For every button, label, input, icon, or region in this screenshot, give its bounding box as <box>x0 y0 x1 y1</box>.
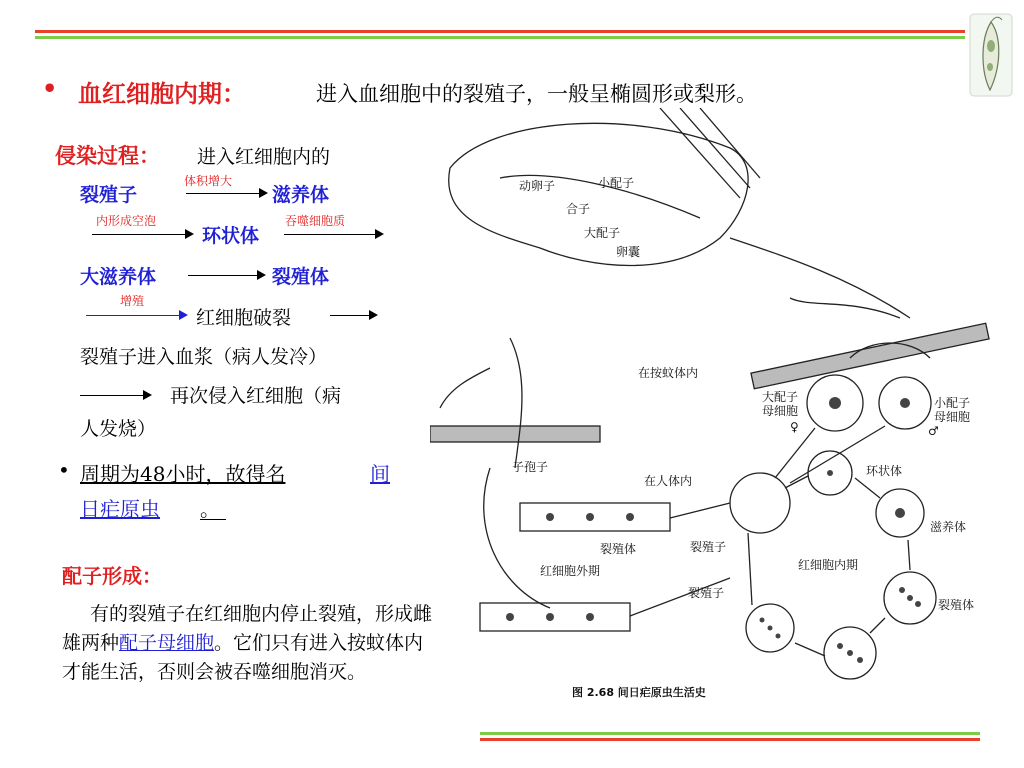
life-cycle-diagram <box>430 108 990 708</box>
bottom-decor-red-line <box>480 738 980 741</box>
step5-to: 红细胞破裂 <box>196 307 292 329</box>
diagram-label-microgametocyte: 小配子母细胞 <box>934 396 971 424</box>
gamete-para-pre: 有的裂殖子在红细胞内停止裂殖，形成雌雄两种 <box>62 603 433 654</box>
title-bullet: • <box>42 74 58 103</box>
diagram-label-ookinete: 动卵子 <box>519 179 556 193</box>
step5-arrow <box>86 315 186 316</box>
diagram-label-in-mosquito: 在按蚊体内 <box>638 366 699 380</box>
gamete-heading: 配子形成： <box>62 564 162 588</box>
diagram-caption: 图 2.68 间日疟原虫生活史 <box>572 686 706 699</box>
title-text: 进入血细胞中的裂殖子，一般呈椭圆形或梨形。 <box>316 82 757 106</box>
bottom-decor-green-line <box>480 732 980 735</box>
diagram-label-schizont-left: 裂殖体 <box>600 542 637 556</box>
cycle-term-line2[interactable]: 日疟原虫 <box>80 497 160 521</box>
step2-to: 环状体 <box>202 225 260 247</box>
diagram-label-endo: 红细胞内期 <box>798 558 859 572</box>
cycle-underline <box>200 519 226 520</box>
step1-from: 裂殖子 <box>80 184 138 206</box>
diagram-label-exo: 红细胞外期 <box>540 564 601 578</box>
step3-arrow <box>284 234 382 235</box>
infection-line6: 裂殖子进入血浆（病人发冷） <box>80 346 328 368</box>
gamete-paragraph <box>62 600 440 687</box>
diagram-label-in-human: 在人体内 <box>644 474 693 488</box>
step6-arrow <box>330 315 376 316</box>
step2-label: 内形成空泡 <box>96 214 157 228</box>
cycle-suffix: 。 <box>200 497 220 521</box>
diagram-label-microgamete: 小配子 <box>598 176 635 190</box>
cycle-bullet: • <box>58 458 70 482</box>
top-decor-red-line <box>35 30 965 33</box>
infection-intro: 进入红细胞内的 <box>197 146 331 168</box>
title-heading: 血红细胞内期： <box>78 79 246 108</box>
diagram-label-sporozoite: 子孢子 <box>512 460 549 474</box>
step7-arrow <box>80 395 150 396</box>
diagram-label-schizont-right: 裂殖体 <box>938 598 975 612</box>
diagram-label-trophozoite: 滋养体 <box>930 520 967 534</box>
diagram-label-zygote: 合子 <box>566 202 591 216</box>
step1-arrow <box>186 193 266 194</box>
infection-heading: 侵染过程： <box>55 143 160 168</box>
diagram-label-female: ♀ <box>790 420 799 434</box>
step4-to: 裂殖体 <box>272 266 330 288</box>
diagram-label-ring: 环状体 <box>866 464 903 478</box>
diagram-label-macrogamete: 大配子 <box>584 226 621 240</box>
diagram-label-oocyst: 卵囊 <box>616 245 641 259</box>
gamete-para-post: 。它们只有进入按蚊体内才能生活，否则会被吞噬细胞消灭。 <box>62 632 424 683</box>
step2-arrow <box>92 234 192 235</box>
step4-from: 大滋养体 <box>80 266 157 288</box>
logo-icon <box>968 12 1014 98</box>
top-decor-green-line <box>35 36 965 39</box>
step1-label: 体积增大 <box>184 174 233 188</box>
step5-label: 增殖 <box>120 294 145 308</box>
step4-arrow <box>188 275 264 276</box>
diagram-label-merozoite-1: 裂殖子 <box>690 540 727 554</box>
diagram-label-merozoite-2: 裂殖子 <box>688 586 725 600</box>
cycle-term-line1[interactable]: 间 <box>370 462 390 486</box>
diagram-label-macrogametocyte: 大配子母细胞 <box>762 390 799 418</box>
diagram-label-male: ♂ <box>928 424 939 438</box>
infection-line7: 再次侵入红细胞（病 <box>170 385 342 407</box>
gamete-para-term[interactable]: 配子母细胞 <box>119 632 215 654</box>
step1-to: 滋养体 <box>272 184 330 206</box>
step3-label: 吞噬细胞质 <box>285 214 346 228</box>
infection-line8: 人发烧） <box>80 418 157 440</box>
cycle-text: 周期为48小时，故得名 <box>80 462 286 486</box>
